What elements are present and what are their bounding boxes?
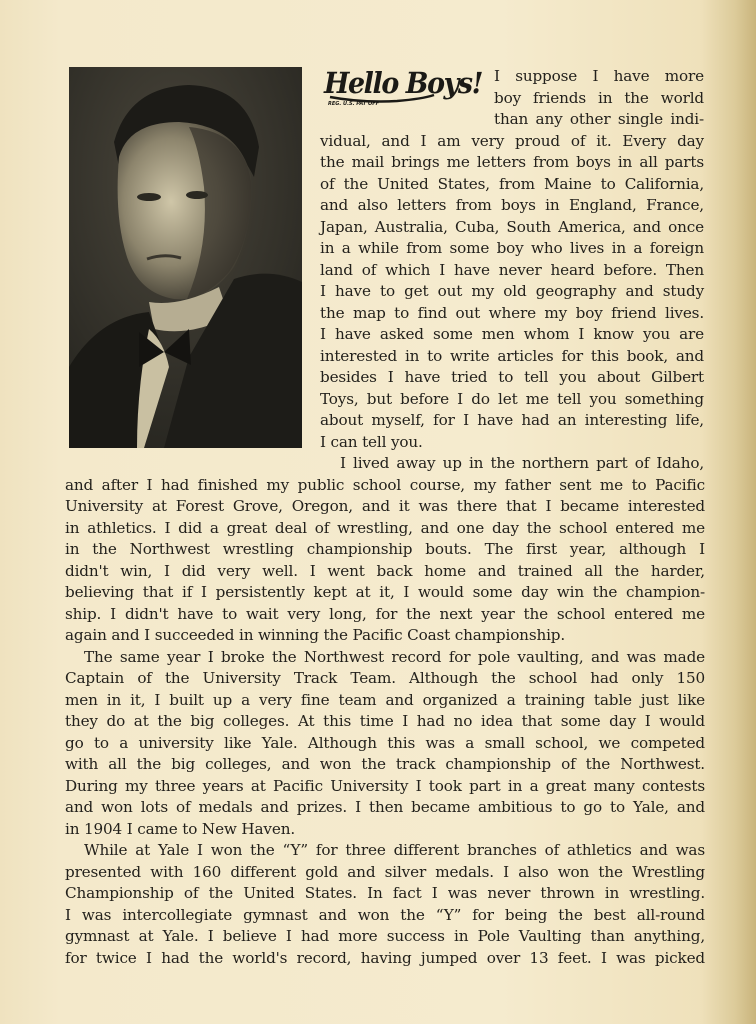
text-line: believing that if I persistently kept at it, I would some day win the champion- bbox=[65, 583, 705, 601]
text-line: and won lots of medals and prizes. I then became ambitious to go to Yale, and bbox=[65, 798, 705, 816]
hello-boys-logo bbox=[322, 63, 487, 108]
text-line: didn't win, I did very well. I went back home and trained all the harder, bbox=[65, 561, 705, 580]
portrait-photo bbox=[69, 67, 302, 448]
text-line: gymnast at Yale. I believe I had more success in Pole Vaulting than anything, bbox=[65, 927, 705, 945]
text-line: again and I succeeded in winning the Pacific Coast championship. bbox=[65, 626, 566, 644]
text-line: I can tell you. bbox=[320, 432, 423, 451]
text-line: they do at the big colleges. At this time I had no idea that some day I would bbox=[65, 712, 705, 730]
text-line: besides I have tried to tell you about Gilbert bbox=[320, 368, 704, 386]
text-line: land of which I have never heard before. Then bbox=[320, 260, 704, 279]
text-line: Japan, Australia, Cuba, South America, and once bbox=[320, 217, 704, 236]
text-line: Championship of the United States. In fact I was never thrown in wrestling. bbox=[65, 884, 705, 902]
text-line: than any other single indi- bbox=[494, 110, 704, 128]
portrait-image bbox=[69, 67, 302, 448]
text-line: I was intercollegiate gymnast and won the “Y” for being the best all-round bbox=[65, 905, 705, 924]
text-line: in a while from some boy who lives in a foreign bbox=[320, 239, 704, 257]
text-line: about myself, for I have had an interesting life, bbox=[320, 411, 704, 429]
text-line: vidual, and I am very proud of it. Every day bbox=[320, 131, 704, 150]
text-line: men in it, I built up a very fine team and organized a training table just like bbox=[65, 690, 705, 709]
text-line: for twice I had the world's record, having jumped over 13 feet. I was picked bbox=[65, 948, 705, 967]
text-line: the map to find out where my boy friend lives. bbox=[320, 303, 704, 322]
text-line: Toys, but before I do let me tell you something bbox=[320, 389, 704, 408]
text-line: go to a university like Yale. Although this was a small school, we competed bbox=[65, 733, 705, 752]
text-line: I have asked some men whom I know you are bbox=[320, 325, 704, 343]
text-line: and also letters from boys in England, France, bbox=[320, 196, 704, 214]
text-line: I have to get out my old geography and study bbox=[320, 282, 704, 300]
text-line: I suppose I have more bbox=[494, 67, 704, 85]
text-line: During my three years at Pacific University I took part in a great many contests bbox=[65, 776, 705, 795]
text-line: in athletics. I did a great deal of wrestling, and one day the school entered me bbox=[65, 518, 705, 537]
text-line: While at Yale I won the “Y” for three different branches of athletics and was bbox=[84, 841, 705, 859]
text-line: with all the big colleges, and won the track championship of the Northwest. bbox=[65, 755, 705, 773]
text-line: of the United States, from Maine to California, bbox=[320, 174, 704, 193]
logo-trademark: REG. U.S. PAT OFF bbox=[328, 101, 380, 107]
text-line: and after I had finished my public school course, my father sent me to Pacific bbox=[65, 475, 705, 494]
text-line: ship. I didn't have to wait very long, for the next year the school entered me bbox=[65, 604, 705, 623]
text-line: Captain of the University Track Team. Although the school had only 150 bbox=[65, 669, 705, 687]
logo-text: Hello Boys! bbox=[323, 66, 483, 100]
text-line: in 1904 I came to New Haven. bbox=[65, 819, 296, 838]
text-line: the mail brings me letters from boys in all parts bbox=[320, 153, 704, 171]
text-line: boy friends in the world bbox=[494, 88, 704, 107]
text-line: University at Forest Grove, Oregon, and it was there that I became interested bbox=[65, 497, 705, 515]
hello-boys-logo-image bbox=[322, 63, 487, 108]
text-line: The same year I broke the Northwest record for pole vaulting, and was made bbox=[84, 647, 705, 666]
text-line: presented with 160 different gold and silver medals. I also won the Wrestling bbox=[65, 862, 705, 881]
text-line: in the Northwest wrestling championship bouts. The first year, although I bbox=[65, 540, 705, 558]
text-line: I lived away up in the northern part of Idaho, bbox=[340, 454, 704, 472]
text-line: interested in to write articles for this book, and bbox=[320, 346, 704, 365]
